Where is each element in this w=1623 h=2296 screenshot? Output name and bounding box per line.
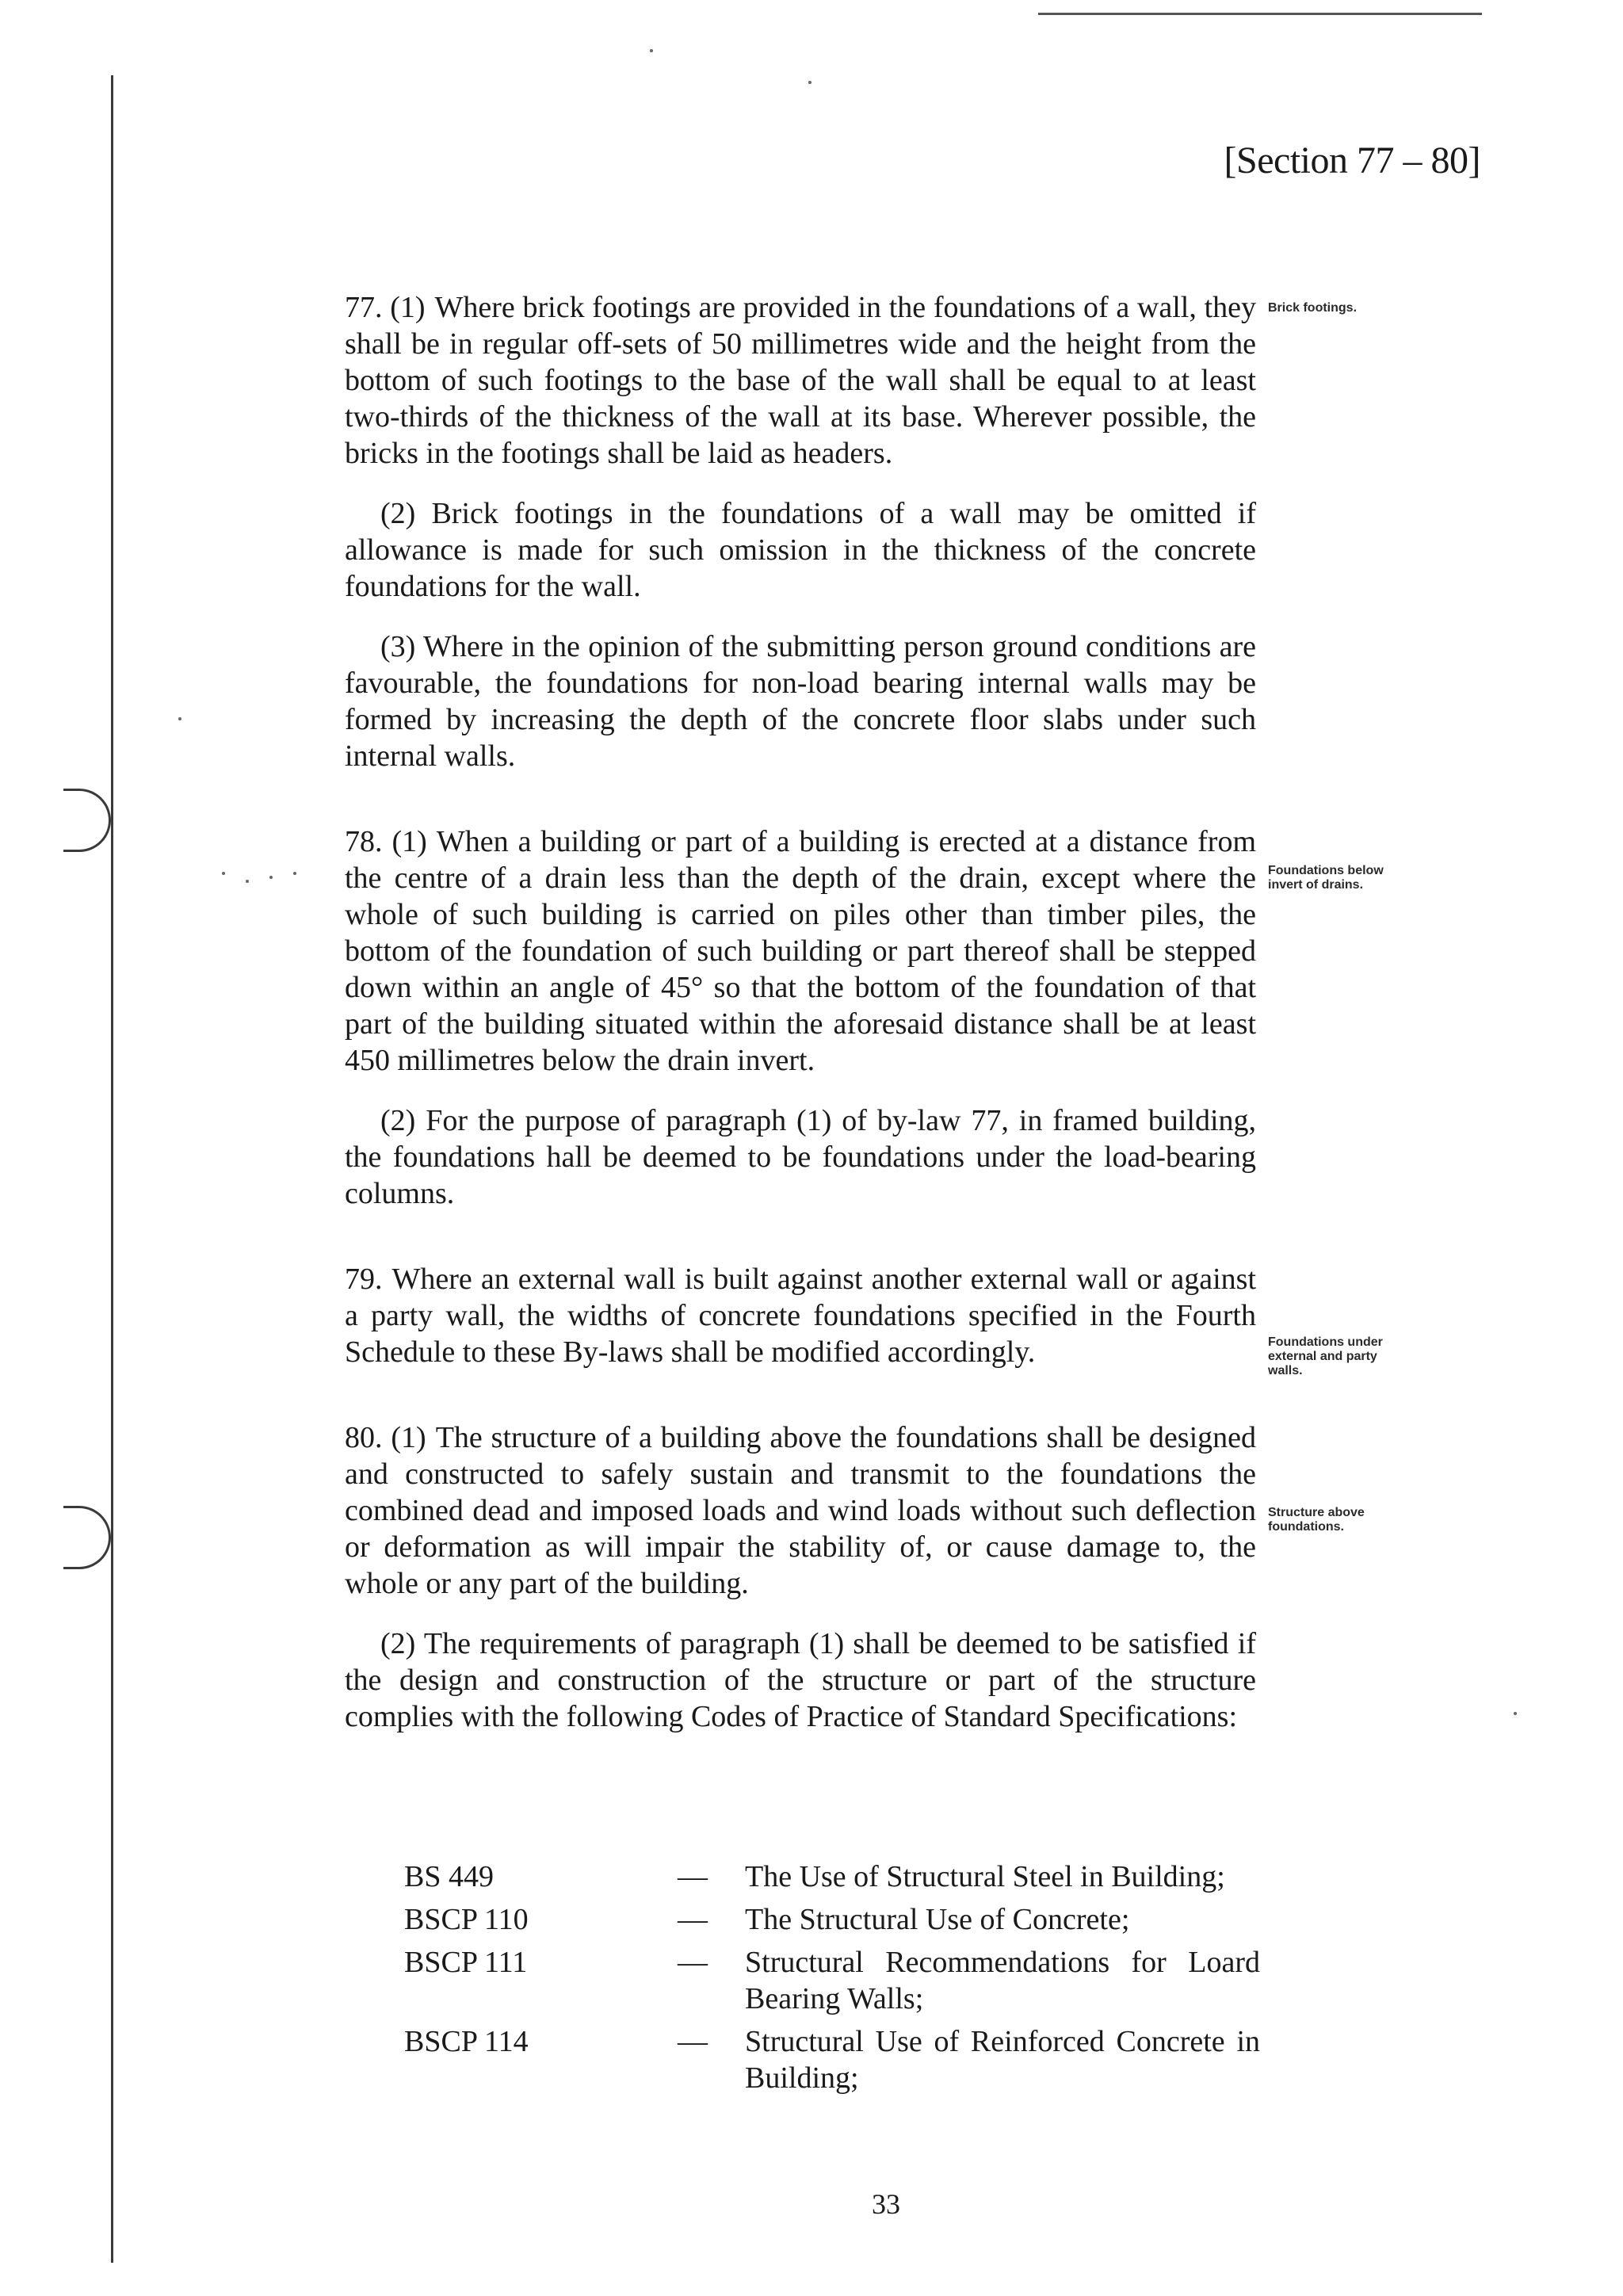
scan-speck [246, 880, 249, 883]
code-description: Structural Use of Reinforced Concrete in Building; [745, 2025, 1260, 2095]
document-body [345, 289, 1256, 1735]
code-description: The Use of Structural Steel in Building; [745, 1860, 1225, 1893]
margin-note-foundations-party-walls: Foundations under external and party walls. [1268, 1335, 1383, 1377]
codes-of-practice-list [404, 1859, 1260, 2103]
bylaw-80-para-2: (2) The requirements of paragraph (1) shall be deemed to be satisfied if the design and construction of the structure or part of the structure complies with the following Codes of Practice of Standard Specifications: [345, 1627, 1256, 1733]
punch-hole [63, 789, 111, 852]
code-dash: — [678, 1946, 708, 1979]
bylaw-77-para-2: (2) Brick footings in the foundations of a wall may be omitted if allowance is made for such omission in the thickness of the concrete foundations for the wall. [345, 497, 1256, 603]
code-dash: — [678, 1860, 708, 1893]
code-id: BS 449 [404, 1860, 494, 1893]
margin-note-brick-footings: Brick footings. [1268, 301, 1358, 315]
bylaw-80-para-1 [345, 1419, 1256, 1602]
bylaw-77-para-3: (3) Where in the opinion of the submitting person ground conditions are favourable, the foundations for non-load bearing internal walls may be formed by increasing the depth of the concrete floor slabs under such internal walls. [345, 630, 1256, 773]
clause-number: 79. [345, 1263, 383, 1296]
clause-number: 78. (1) [345, 825, 427, 858]
scan-speck [1514, 1712, 1517, 1715]
binding-line [111, 75, 113, 2263]
code-row [404, 1944, 1260, 2017]
bylaw-79-para-1 [345, 1261, 1256, 1370]
clause-text: Where brick footings are provided in the foundations of a wall, they shall be in regular off-sets of 50 millimetres wide and the height from the bottom of such footings to the base of the wall shall be equal to at least two-thirds of the thickness of the wall at its base. Wherever possible, the bricks in the footings shall be laid as headers. [345, 291, 1256, 470]
margin-note-foundations-below-invert: Foundations below invert of drains. [1268, 864, 1384, 892]
margin-note-structure-above-foundations: Structure above foundations. [1268, 1506, 1365, 1534]
code-row [404, 1901, 1260, 1938]
section-header: [Section 77 – 80] [1224, 139, 1480, 181]
bylaw-78-para-1 [345, 823, 1256, 1079]
scan-speck [650, 49, 653, 52]
code-description: The Structural Use of Concrete; [745, 1903, 1130, 1936]
clause-text: The structure of a building above the foundations shall be designed and constructed to safely sustain and transmit to the foundations the combined dead and imposed loads and wind loads without such deflection or deformation as will impair the stability of, or cause damage to, the whole or any part of the building. [345, 1421, 1257, 1600]
scan-speck [808, 81, 812, 84]
scan-speck [269, 876, 273, 879]
page-number: 33 [872, 2188, 900, 2220]
clause-number: 80. (1) [345, 1421, 426, 1454]
clause-text: When a building or part of a building is erected at a distance from the centre of a drain less than the depth of the drain, except where the whole of such building is carried on piles other than timber piles, the bottom of the foundation of such building or part thereof shall be stepped down within an angle of 45° so that the bottom of the foundation of that part of the building situated within the aforesaid distance shall be at least 450 millimetres below the drain invert. [345, 825, 1256, 1077]
scan-speck [222, 872, 225, 875]
code-description: Structural Recommendations for Loard Bearing Walls; [745, 1946, 1260, 2015]
code-dash: — [678, 1903, 708, 1936]
scan-speck [293, 872, 296, 875]
code-row [404, 1859, 1260, 1895]
code-row [404, 2023, 1260, 2096]
code-id: BSCP 110 [404, 1903, 529, 1936]
clause-number: 77. (1) [345, 291, 426, 324]
scan-speck [178, 717, 181, 720]
code-id: BSCP 114 [404, 2025, 529, 2058]
bylaw-77-para-1 [345, 289, 1256, 472]
code-id: BSCP 111 [404, 1946, 528, 1979]
top-rule [1038, 13, 1482, 15]
code-dash: — [678, 2025, 708, 2058]
bylaw-78-para-2: (2) For the purpose of paragraph (1) of by-law 77, in framed building, the foundations hall be deemed to be foundations under the load-bearing columns. [345, 1104, 1256, 1210]
punch-hole [63, 1506, 111, 1569]
clause-text: Where an external wall is built against another external wall or against a party wall, the widths of concrete foundations specified in the Fourth Schedule to these By-laws shall be modified accordingly. [345, 1263, 1256, 1369]
